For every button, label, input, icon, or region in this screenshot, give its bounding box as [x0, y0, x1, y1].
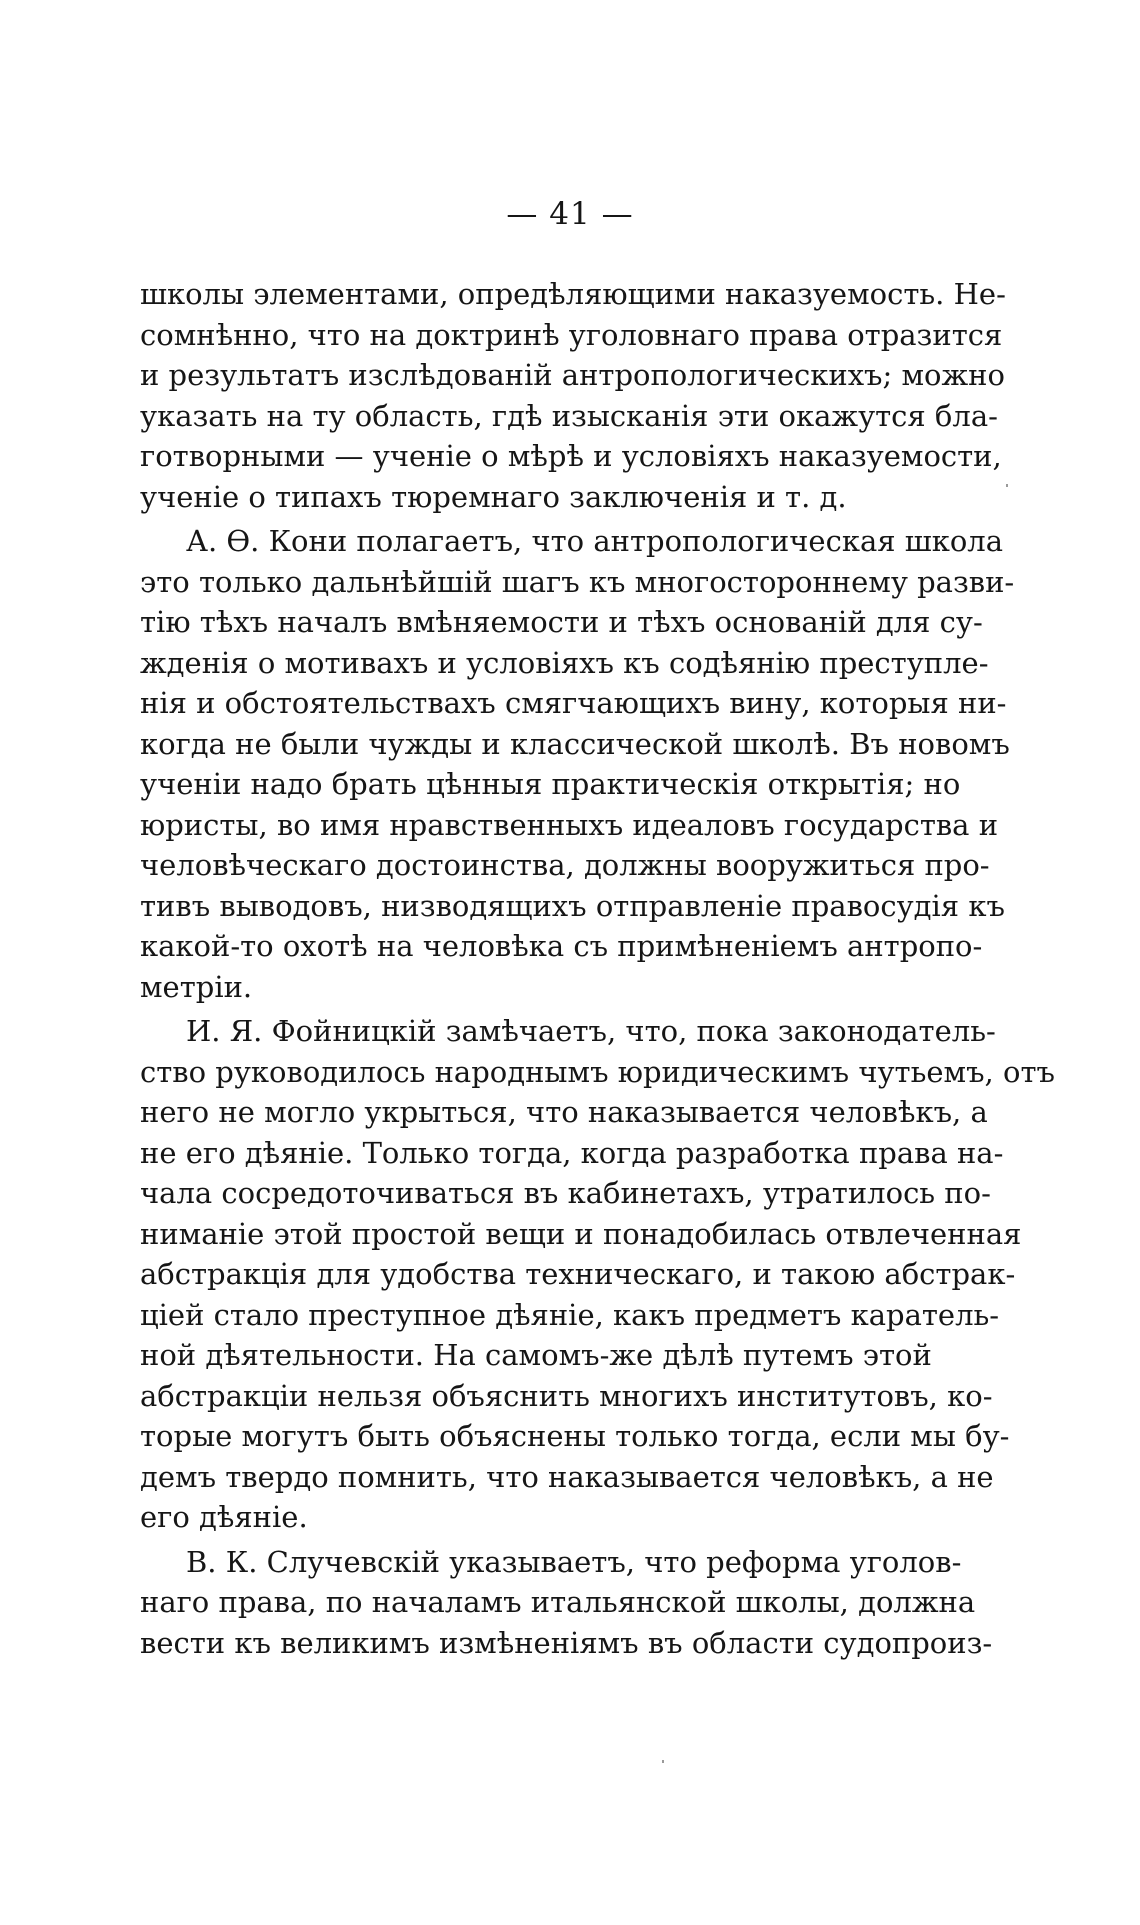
paragraph	[140, 521, 1015, 1007]
text-line: это только дальнѣйшій шагъ къ многостороннему разви-	[140, 564, 1015, 599]
paragraph	[140, 274, 1006, 517]
text-line: ученіе о типахъ тюремнаго заключенія и т. д.	[140, 479, 847, 514]
text-line: метріи.	[140, 969, 253, 1004]
text-line: не его дѣяніе. Только тогда, когда разработка права на-	[140, 1135, 1004, 1170]
text-line: ученіи надо брать цѣнныя практическія открытія; но	[140, 767, 961, 801]
text-line: его дѣяніе.	[140, 1500, 308, 1534]
text-line: указать на ту область, гдѣ изысканія эти окажутся бла-	[140, 398, 998, 433]
text-line: какой-то охотѣ на человѣка съ примѣненіемъ антропо-	[140, 929, 983, 963]
text-line: нія и обстоятельствахъ смягчающихъ вину, которыя ни-	[140, 686, 1007, 720]
text-line: ство руководилось народнымъ юридическимъ чутьемъ, отъ	[140, 1054, 1055, 1089]
print-speck	[1006, 484, 1008, 487]
text-line: и результатъ изслѣдованій антропологическихъ; можно	[140, 358, 1005, 392]
text-line: демъ твердо помнить, что наказывается человѣкъ, а не	[140, 1459, 994, 1494]
text-line: когда не были чужды и классической школѣ. Въ новомъ	[140, 726, 1010, 761]
paragraph	[140, 1542, 993, 1664]
text-line: абстракціи нельзя объяснить многихъ институтовъ, ко-	[140, 1378, 993, 1413]
text-line: юристы, во имя нравственныхъ идеаловъ государства и	[140, 807, 999, 842]
paragraph	[140, 1011, 1055, 1538]
page-number: — 41 —	[506, 196, 634, 232]
text-line: вести къ великимъ измѣненіямъ въ области судопроиз-	[140, 1625, 993, 1660]
text-line: тію тѣхъ началъ вмѣняемости и тѣхъ основаній для су-	[140, 605, 983, 639]
text-line: сомнѣнно, что на доктринѣ уголовнаго права отразится	[140, 317, 1003, 352]
text-line: В. К. Случевскій указываетъ, что реформа уголов-	[186, 1544, 962, 1579]
text-line: тивъ выводовъ, низводящихъ отправленіе правосудія къ	[140, 888, 1005, 923]
text-line: ціей стало преступное дѣяніе, какъ предметъ каратель-	[140, 1297, 1000, 1332]
text-line: готворными — ученіе о мѣрѣ и условіяхъ наказуемости,	[140, 439, 1002, 473]
text-line: школы элементами, опредѣляющими наказуемость. Не-	[140, 277, 1006, 311]
body-text	[140, 274, 1055, 1663]
text-line: торые могутъ быть объяснены только тогда, если мы бу-	[140, 1419, 1010, 1453]
text-line: А. Ѳ. Кони полагаетъ, что антропологическая школа	[186, 524, 1003, 558]
text-line: ниманіе этой простой вещи и понадобилась отвлеченная	[140, 1216, 1022, 1251]
text-line: наго права, по началамъ итальянской школы, должна	[140, 1585, 976, 1619]
text-line: чала сосредоточиваться въ кабинетахъ, утратилось по-	[140, 1176, 991, 1210]
text-line: абстракція для удобства техническаго, и такою абстрак-	[140, 1257, 1016, 1291]
text-line: ной дѣятельности. На самомъ-же дѣлѣ путемъ этой	[140, 1338, 932, 1372]
text-line: И. Я. Фойницкій замѣчаетъ, что, пока законодатель-	[186, 1014, 996, 1048]
text-line: человѣческаго достоинства, должны вооружиться про-	[140, 848, 990, 882]
text-line: жденія о мотивахъ и условіяхъ къ содѣянію преступле-	[140, 645, 989, 680]
text-line: него не могло укрыться, что наказывается человѣкъ, а	[140, 1095, 988, 1129]
print-speck	[662, 1760, 664, 1763]
